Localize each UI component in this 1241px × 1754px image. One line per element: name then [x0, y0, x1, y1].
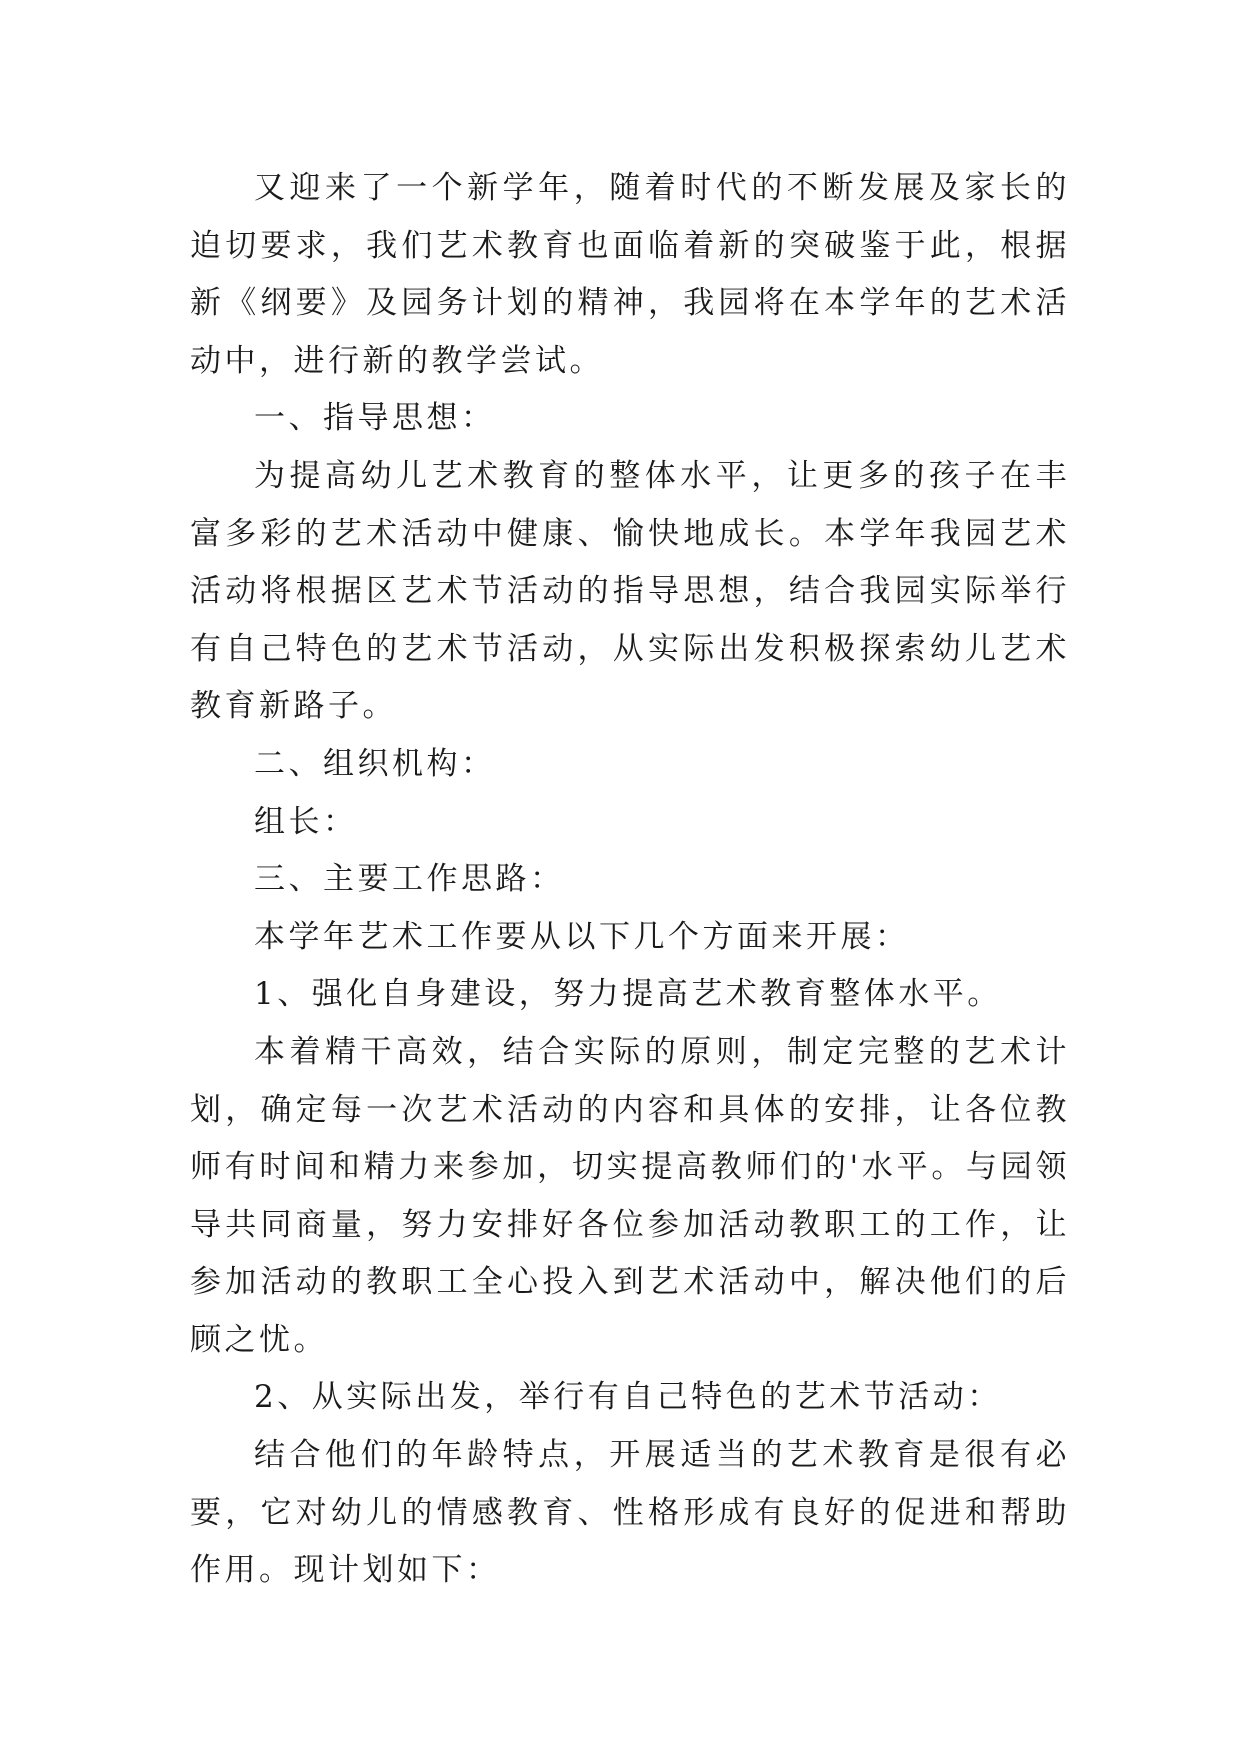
paragraph-intro: 又迎来了一个新学年，随着时代的不断发展及家长的迫切要求，我们艺术教育也面临着新的突破鉴于此，根据新《纲要》及园务计划的精神，我园将在本学年的艺术活动中，进行新的教学尝试。	[190, 170, 1070, 379]
item-2-paragraph: 结合他们的年龄特点，开展适当的艺术教育是很有必要，它对幼儿的情感教育、性格形成有良好的促进和帮助作用。现计划如下：	[190, 1437, 1070, 1589]
document-body	[190, 160, 1070, 1600]
item-2-heading: 2、从实际出发，举行有自己特色的艺术节活动：	[254, 1379, 1002, 1416]
heading-organization: 二、组织机构：	[254, 745, 496, 782]
item-1-heading: 1、强化自身建设，努力提高艺术教育整体水平。	[254, 976, 1002, 1013]
heading-main-work-ideas: 三、主要工作思路：	[254, 861, 565, 898]
paragraph-guiding-ideology: 为提高幼儿艺术教育的整体水平，让更多的孩子在丰富多彩的艺术活动中健康、愉快地成长。本学年我园艺术活动将根据区艺术节活动的指导思想，结合我园实际举行有自己特色的艺术节活动，从实际出发积极探索幼儿艺术教育新路子。	[190, 457, 1070, 725]
paragraph-group-leader: 组长：	[254, 803, 358, 840]
paragraph-work-aspects: 本学年艺术工作要从以下几个方面来开展：	[254, 918, 910, 955]
heading-guiding-ideology: 一、指导思想：	[254, 400, 496, 437]
item-1-paragraph: 本着精干高效，结合实际的原则，制定完整的艺术计划，确定每一次艺术活动的内容和具体的安排，让各位教师有时间和精力来参加，切实提高教师们的'水平。与园领导共同商量，努力安排好各位参加活动教职工的工作，让参加活动的教职工全心投入到艺术活动中，解决他们的后顾之忧。	[190, 1033, 1070, 1358]
